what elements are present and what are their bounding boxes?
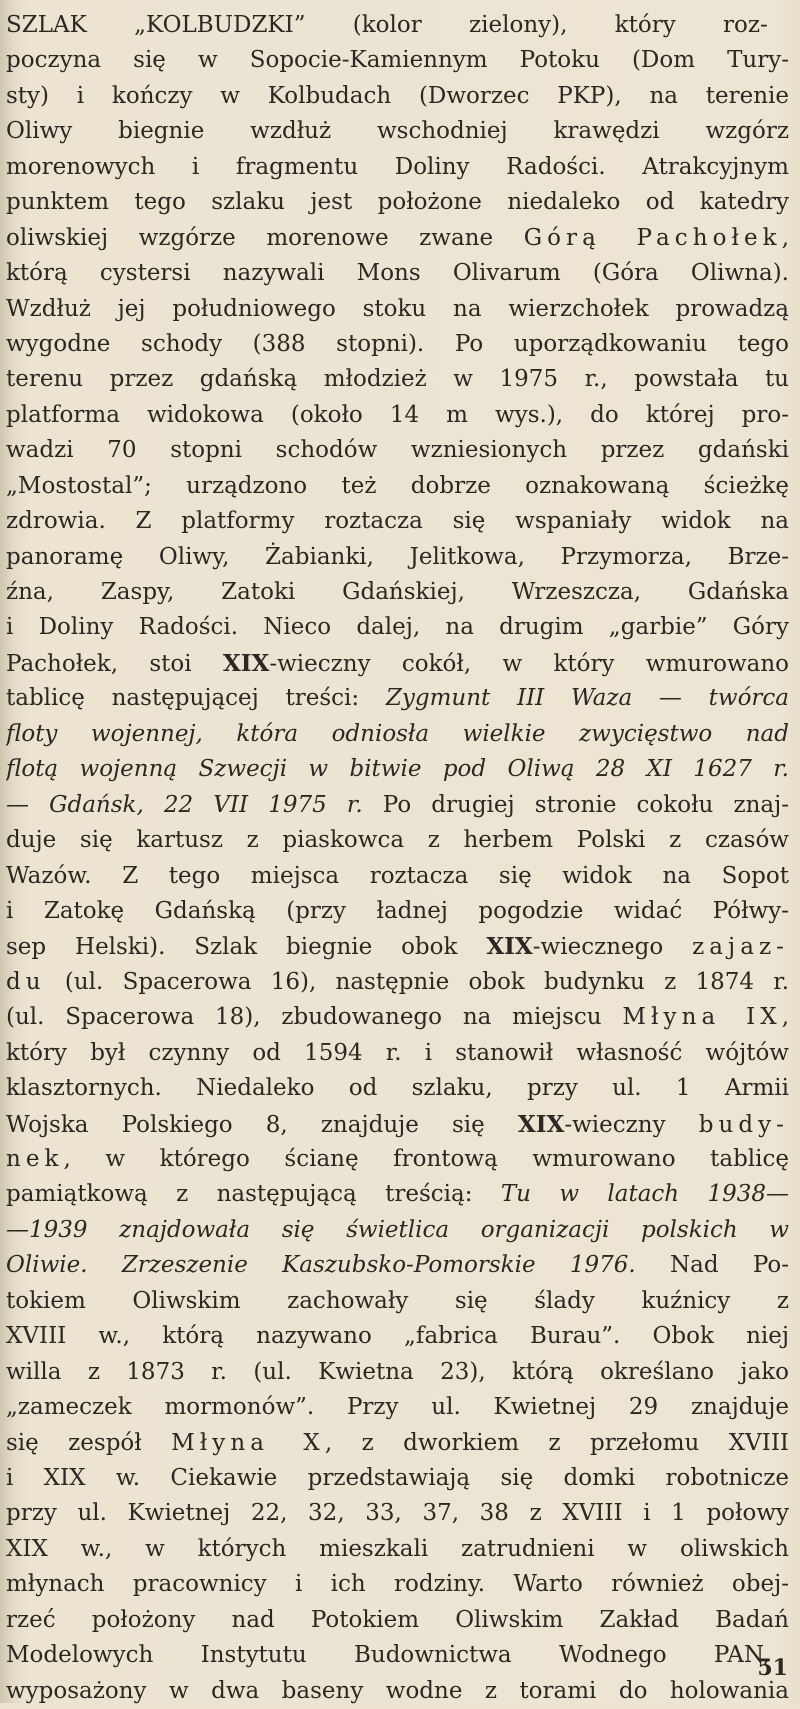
text-segment: poczyna się w Sopocie-Kamiennym Potoku (Dom Tury- xyxy=(6,47,789,74)
text-line xyxy=(6,1638,789,1673)
text-line xyxy=(6,894,789,929)
page-number: 51 xyxy=(757,1655,788,1681)
text-line xyxy=(6,221,789,256)
text-segment: terenu przez gdańską młodzież w 1975 r., powstała tu xyxy=(6,366,789,393)
text-line xyxy=(6,1036,789,1071)
text-segment: wygodne schody (388 stopni). Po uporządkowaniu tego xyxy=(6,330,789,357)
text-line xyxy=(6,114,789,149)
text-segment: rzeć położony nad Potokiem Oliwskim Zakład Badań xyxy=(6,1606,789,1633)
text-segment: źna, Zaspy, Zatoki Gdańskiej, Wrzeszcza, Gdańska xyxy=(6,579,789,605)
text-segment: który był czynny od 1594 r. i stanowił własność wójtów xyxy=(6,1039,789,1066)
text-segment: przy ul. Kwietnej 22, 32, 33, 37, 38 z XVIII i 1 połowy xyxy=(6,1500,789,1527)
text-line xyxy=(6,1107,789,1142)
text-segment: XIX xyxy=(486,933,533,961)
text-line xyxy=(6,823,789,858)
text-line xyxy=(6,1461,789,1496)
text-line xyxy=(6,1284,789,1319)
text-line xyxy=(6,398,789,433)
text-segment: wadzi 70 stopni schodów wzniesionych przez gdański xyxy=(6,437,789,464)
text-line xyxy=(6,433,789,468)
text-segment: XIX xyxy=(517,1110,565,1138)
text-line xyxy=(6,788,789,823)
text-line xyxy=(6,8,789,43)
text-segment: tokiem Oliwskim zachowały się ślady kuźnicy z xyxy=(6,1287,789,1314)
text-segment: Młyna X xyxy=(171,1429,325,1456)
text-line xyxy=(6,1071,789,1106)
text-line xyxy=(6,256,789,291)
text-line xyxy=(6,469,789,504)
text-segment: oliwskiej wzgórze morenowe zwane xyxy=(6,224,524,251)
text-segment: Po drugiej stronie cokołu znaj- xyxy=(362,791,789,818)
text-segment: XIX w., w których mieszkali zatrudnieni w oliwskich xyxy=(6,1535,789,1562)
text-line xyxy=(6,185,789,220)
text-segment: (ul. Spacerowa 16), następnie obok budynku z 1874 r. xyxy=(45,968,789,995)
text-segment: zdrowia. Z platformy roztacza się wspaniały widok na xyxy=(6,508,789,535)
text-segment: floty wojennej, która odniosła wielkie zwycięstwo nad xyxy=(6,720,789,747)
text-segment: , w którego ścianę frontową wmurowano tablicę xyxy=(63,1146,789,1172)
text-line xyxy=(6,1177,789,1212)
text-segment: młynach pracownicy i ich rodziny. Warto również obej- xyxy=(6,1571,789,1598)
text-segment: willa z 1873 r. (ul. Kwietna 23), którą określano jako xyxy=(6,1358,789,1385)
text-line xyxy=(6,504,789,539)
text-line xyxy=(6,79,789,114)
text-segment: Wazów. Z tego miejsca roztacza się widok na Sopot xyxy=(6,862,789,889)
text-line xyxy=(6,150,789,185)
text-line xyxy=(6,43,789,78)
text-segment: Oliwie. Zrzeszenie Kaszubsko-Pomorskie 1976. xyxy=(6,1252,636,1279)
text-line xyxy=(6,646,789,681)
text-line xyxy=(6,1674,789,1709)
text-line xyxy=(6,575,789,610)
text-segment: Wzdłuż jej południowego stoku na wierzchołek prowadzą xyxy=(6,295,789,322)
text-line xyxy=(6,1426,789,1461)
text-line xyxy=(6,1213,789,1248)
text-segment: (ul. Spacerowa 18), zbudowanego na miejscu xyxy=(6,1004,623,1031)
text-segment: , xyxy=(781,224,789,251)
text-line xyxy=(6,1319,789,1354)
text-line xyxy=(6,681,789,716)
text-segment: wyposażony w dwa baseny wodne z torami do holowania xyxy=(6,1677,789,1704)
text-line xyxy=(6,929,789,964)
text-line xyxy=(6,292,789,327)
text-segment: Zygmunt III Waza — twórca xyxy=(385,685,789,712)
text-line xyxy=(6,327,789,362)
text-segment: budy- xyxy=(698,1111,789,1138)
text-segment: panoramę Oliwy, Żabianki, Jelitkowa, Przymorza, Brze- xyxy=(6,543,789,570)
text-segment: Górą Pachołek xyxy=(523,224,782,251)
text-line xyxy=(6,362,789,397)
text-segment: SZLAK „KOLBUDZKI” (kolor zielony), który roz- xyxy=(6,12,768,38)
text-line xyxy=(6,1355,789,1390)
text-segment: się zespół xyxy=(6,1429,172,1456)
text-line xyxy=(6,1567,789,1602)
text-segment: -wiecznego xyxy=(532,934,693,961)
text-segment: i Doliny Radości. Nieco dalej, na drugim „garbie” Góry xyxy=(6,614,789,641)
text-segment: —1939 znajdowała się świetlica organizacji polskich w xyxy=(6,1216,789,1243)
text-segment: duje się kartusz z piaskowca z herbem Polski z czasów xyxy=(6,827,789,854)
text-segment: -wieczny xyxy=(564,1111,699,1138)
text-segment: XVIII w., którą nazywano „fabrica Burau”. Obok niej xyxy=(6,1323,789,1350)
text-segment: tablicę następującej treści: xyxy=(6,685,386,712)
text-segment: Młyna IX xyxy=(622,1004,782,1031)
text-segment: -wieczny cokół, w który wmurowano xyxy=(269,650,789,677)
text-segment: klasztornych. Niedaleko od szlaku, przy ul. 1 Armii xyxy=(6,1075,789,1102)
text-segment: nek xyxy=(6,1146,64,1172)
text-line xyxy=(6,859,789,894)
text-segment: i Zatokę Gdańską (przy ładnej pogodzie widać Półwy- xyxy=(6,897,789,924)
text-segment: którą cystersi nazywali Mons Olivarum (Góra Oliwna). xyxy=(6,260,789,287)
text-line xyxy=(6,752,789,787)
text-segment: sep Helski). Szlak biegnie obok xyxy=(6,934,487,961)
text-line xyxy=(6,540,789,575)
text-line xyxy=(6,1603,789,1638)
text-segment: , xyxy=(781,1004,789,1031)
text-segment: i XIX w. Ciekawie przedstawiają się domki robotnicze xyxy=(6,1464,789,1491)
body-text xyxy=(6,8,789,1709)
text-line xyxy=(6,1496,789,1531)
text-segment: „zameczek mormonów”. Przy ul. Kwietnej 29 znajduje xyxy=(6,1394,789,1421)
text-segment: Pachołek, stoi xyxy=(6,650,223,677)
text-line xyxy=(6,965,789,1000)
text-line xyxy=(6,1532,789,1567)
text-segment: — Gdańsk, 22 VII 1975 r. xyxy=(6,791,363,818)
text-segment: Oliwy biegnie wzdłuż wschodniej krawędzi wzgórz xyxy=(6,118,789,145)
text-segment: pamiątkową z następującą treścią: xyxy=(6,1181,501,1208)
text-segment: Wojska Polskiego 8, znajduje się xyxy=(6,1111,518,1138)
text-segment: Nad Po- xyxy=(635,1252,789,1279)
text-segment: XIX xyxy=(222,649,270,677)
text-line xyxy=(6,717,789,752)
text-segment: du xyxy=(6,968,46,995)
text-segment: platforma widokowa (około 14 m wys.), do której pro- xyxy=(6,401,789,428)
text-segment: punktem tego szlaku jest położone niedaleko od katedry xyxy=(6,189,789,216)
text-segment: sty) i kończy w Kolbudach (Dworzec PKP), na terenie xyxy=(6,82,789,109)
text-line xyxy=(6,1000,789,1035)
text-segment: , z dworkiem z przełomu XVIII xyxy=(324,1429,789,1456)
text-line xyxy=(6,1390,789,1425)
text-line xyxy=(6,1142,789,1177)
text-line xyxy=(6,610,789,645)
text-segment: flotą wojenną Szwecji w bitwie pod Oliwą 28 XI 1627 r. xyxy=(6,756,789,783)
text-segment: morenowych i fragmentu Doliny Radości. Atrakcyjnym xyxy=(6,153,789,180)
text-segment: Tu w latach 1938— xyxy=(500,1181,789,1208)
text-line xyxy=(6,1248,789,1283)
text-segment: „Mostostal”; urządzono też dobrze oznakowaną ścieżkę xyxy=(6,472,789,499)
text-segment: zajaz- xyxy=(692,934,789,961)
text-segment: Modelowych Instytutu Budownictwa Wodnego PAN, xyxy=(6,1642,770,1669)
